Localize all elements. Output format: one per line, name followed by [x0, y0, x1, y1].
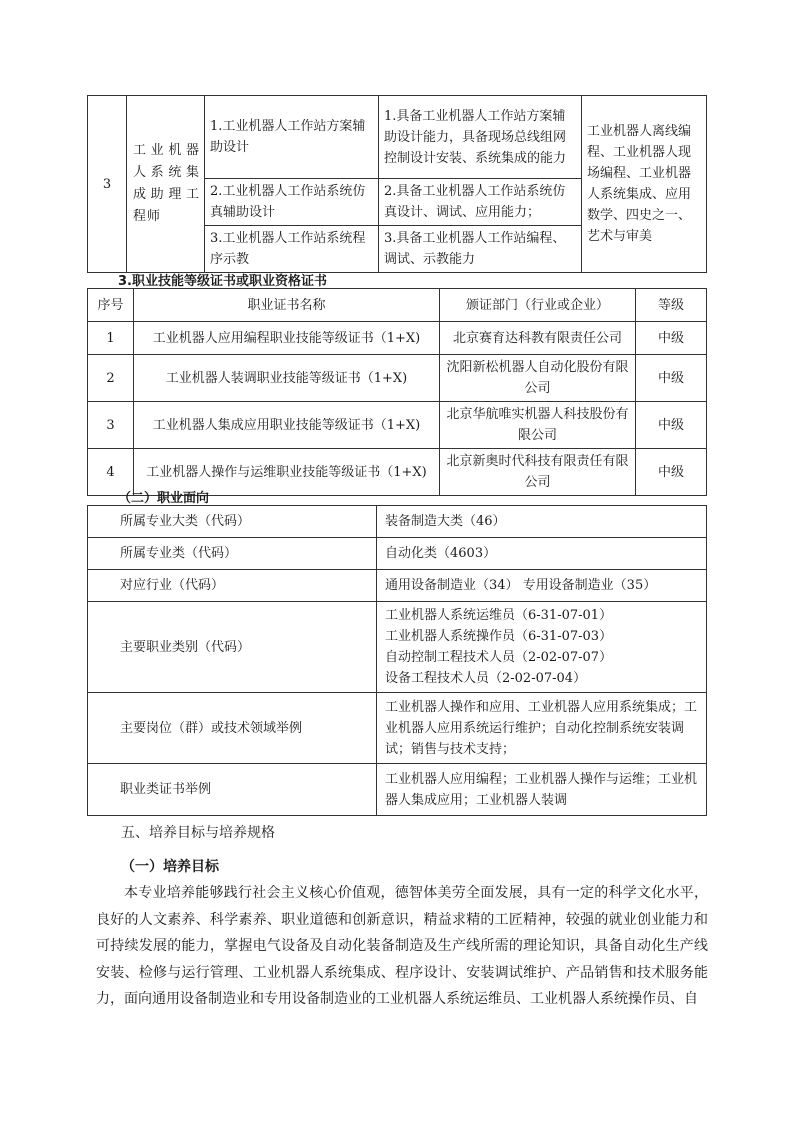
header-seq: 序号 — [88, 289, 134, 322]
position-cell: 工业机器人系统集成助理工程师 — [127, 96, 205, 273]
value-cell: 通用设备制造业（34） 专用设备制造业（35） — [377, 570, 707, 602]
header-cert-name: 职业证书名称 — [134, 289, 440, 322]
label-cell: 所属专业大类（代码） — [88, 506, 377, 538]
section-title-certificates: 3.职业技能等级证书或职业资格证书 — [118, 274, 327, 289]
cert-level: 中级 — [636, 355, 707, 402]
orientation-table — [87, 505, 707, 816]
value-cell: 自动化类（4603） — [377, 538, 707, 570]
ability-cell: 3.具备工业机器人工作站编程、调试、示教能力 — [379, 226, 582, 273]
course-cell: 工业机器人离线编程、工业机器人现场编程、工业机器人系统集成、应用数学、四史之一、艺术与审美 — [582, 96, 707, 273]
cert-issuer: 北京华航唯实机器人科技股份有限公司 — [440, 402, 636, 449]
cert-level: 中级 — [636, 322, 707, 355]
value-cell: 工业机器人应用编程；工业机器人操作与运维；工业机器人集成应用；工业机器人装调 — [377, 764, 707, 816]
label-cell: 所属专业类（代码） — [88, 538, 377, 570]
cert-name: 工业机器人应用编程职业技能等级证书（1+X) — [134, 322, 440, 355]
cert-no: 1 — [88, 322, 134, 355]
table-row — [88, 355, 707, 402]
occupation-item: 工业机器人系统运维员（6-31-07-01） — [385, 608, 613, 623]
certificate-table — [87, 288, 707, 496]
cert-name: 工业机器人操作与运维职业技能等级证书（1+X) — [134, 449, 440, 496]
task-cell: 3.工业机器人工作站系统程序示教 — [205, 226, 379, 273]
job-task-table — [87, 95, 707, 273]
cert-name: 工业机器人装调职业技能等级证书（1+X) — [134, 355, 440, 402]
cert-no: 4 — [88, 449, 134, 496]
occupation-item: 设备工程技术人员（2-02-07-04） — [385, 671, 587, 686]
section-title-orientation: （二）职业面向 — [118, 491, 210, 506]
task-cell: 2.工业机器人工作站系统仿真辅助设计 — [205, 179, 379, 226]
cert-level: 中级 — [636, 449, 707, 496]
cert-no: 2 — [88, 355, 134, 402]
header-level: 等级 — [636, 289, 707, 322]
table-row — [88, 402, 707, 449]
seq-cell: 3 — [88, 96, 127, 273]
ability-cell: 1.具备工业机器人工作站方案辅助设计能力，具备现场总线组网控制设计安装、系统集成的能力 — [379, 96, 582, 179]
cert-level: 中级 — [636, 402, 707, 449]
cert-issuer: 北京新奥时代科技有限责任有限公司 — [440, 449, 636, 496]
subsection-title-goal: （一）培养目标 — [121, 859, 219, 875]
ability-cell: 2.具备工业机器人工作站系统仿真设计、调试、应用能力； — [379, 179, 582, 226]
label-cell: 对应行业（代码） — [88, 570, 377, 602]
cert-issuer: 北京赛育达科教有限责任公司 — [440, 322, 636, 355]
header-issuer: 颁证部门（行业或企业） — [440, 289, 636, 322]
label-cell: 主要职业类别（代码） — [88, 602, 377, 693]
goal-paragraph: 本专业培养能够践行社会主义核心价值观，德智体美劳全面发展，具有一定的科学文化水平，良好的人文素养、科学素养、职业道德和创新意识，精益求精的工匠精神，较强的就业创业能力和可持续发展的能力，掌握电气设备及自动化装备制造及生产线所需的理论知识，具备自动化生产线安装、检修与运行管理、工业机器人系统集成、程序设计、安装调试维护、产品销售和技术服务能力，面向通用设备制造业和专用设备制造业的工业机器人系统运维员、工业机器人系统操作员、自 — [96, 885, 708, 1007]
value-cell: 工业机器人操作和应用、工业机器人应用系统集成；工业机器人应用系统运行维护；自动化控制系统安装调试；销售与技术支持； — [377, 693, 707, 764]
occupation-item: 工业机器人系统操作员（6-31-07-03） — [385, 629, 613, 644]
occupation-item: 自动控制工程技术人员（2-02-07-07） — [385, 650, 613, 665]
task-cell: 1.工业机器人工作站方案辅助设计 — [205, 96, 379, 179]
cert-issuer: 沈阳新松机器人自动化股份有限公司 — [440, 355, 636, 402]
section-title-training: 五、培养目标与培养规格 — [121, 825, 275, 841]
label-cell: 主要岗位（群）或技术领域举例 — [88, 693, 377, 764]
occupation-list — [377, 602, 707, 693]
cert-no: 3 — [88, 402, 134, 449]
value-cell: 装备制造大类（46） — [377, 506, 707, 538]
table-row — [88, 322, 707, 355]
cert-name: 工业机器人集成应用职业技能等级证书（1+X) — [134, 402, 440, 449]
label-cell: 职业类证书举例 — [88, 764, 377, 816]
